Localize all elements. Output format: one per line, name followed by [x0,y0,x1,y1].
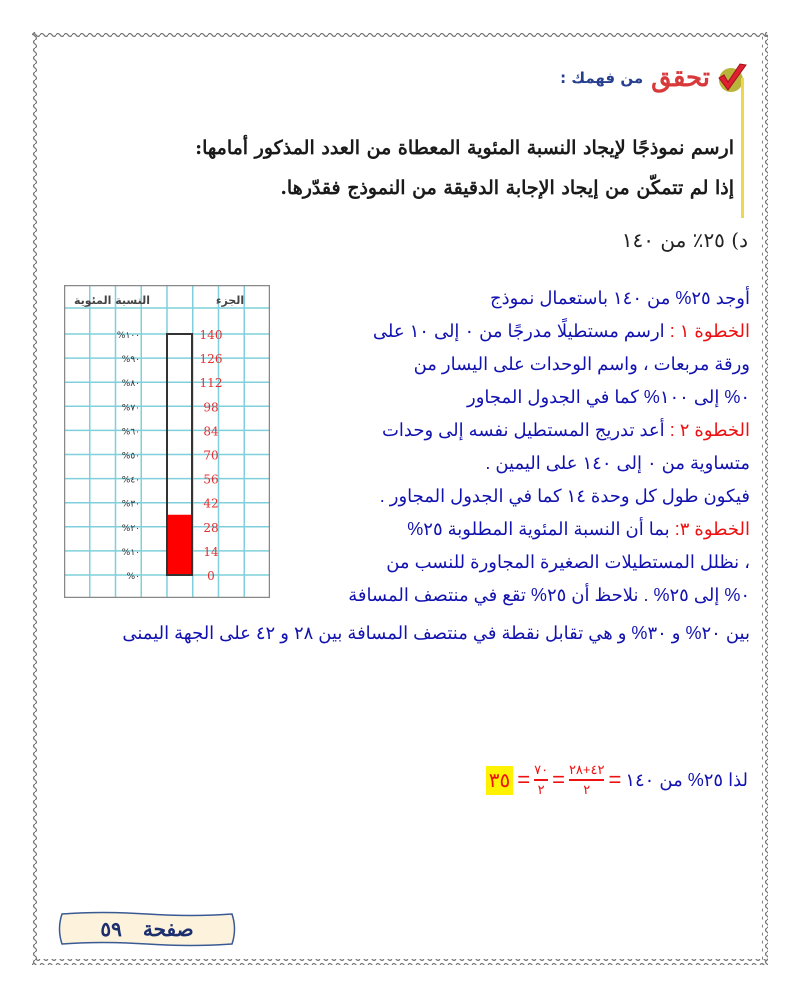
right-header: الجزء [215,294,245,307]
step3-line2: ، نظلل المستطيلات الصغيرة المجاورة للنسب من [386,552,750,572]
percent-tick-label: %٧٠ [121,403,140,414]
step1-line3: ٠% إلى ١٠٠% كما في الجدول المجاور [467,387,750,407]
page-number-label: صفحة ٥٩ [100,917,194,941]
fraction-1-denominator: ٢ [583,782,591,797]
equals-sign-3: = [517,767,531,792]
part-d-label: د) ٢٥٪ من ١٤٠ [621,228,748,252]
fraction-2-denominator: ٢ [537,782,545,797]
check-understanding-header [560,60,748,96]
percent-tick-label: %٢٠ [121,523,140,534]
step2-label: الخطوة ٢ : [669,420,750,440]
step1-text: ارسم مستطيلًا مدرجًا من ٠ إلى ١٠ على [372,321,665,341]
step3-label: الخطوة ٣: [674,519,750,539]
percent-tick-label: %٠ [126,572,140,582]
percent-tick-label: %٩٠ [121,355,140,366]
formula-lhs: لذا ٢٥% من ١٤٠ [625,769,748,790]
check-title: تحقق [651,63,710,93]
step1-line1 [280,321,750,342]
equals-sign-1: = [608,767,622,792]
step3-text: بما أن النسبة المئوية المطلوبة ٢٥% [407,519,670,539]
percent-tick-label: %٨٠ [121,379,140,390]
part-tick-label: 126 [199,352,223,367]
prompt-text [94,128,734,208]
prompt-line-2: إذا لم تتمكّن من إيجاد الإجابة الدقيقة من النموذج فقدّرها. [280,177,734,199]
part-tick-label: 112 [199,376,223,391]
part-tick-label: 42 [203,496,219,511]
percent-tick-label: %٤٠ [121,475,140,486]
part-tick-label: 56 [203,472,219,487]
part-tick-label: 14 [203,544,219,559]
part-tick-label: 140 [199,328,223,342]
percent-tick-label: %٦٠ [121,427,140,438]
fraction-2 [534,763,548,797]
step2-line1 [280,420,750,441]
part-tick-label: 98 [203,400,219,415]
step3-line4: بين ٢٠% و ٣٠% و هي تقابل نقطة في منتصف المسافة بين ٢٨ و ٤٢ على الجهة اليمنى [122,623,750,643]
answer-highlight: ٣٥ [486,766,513,795]
fraction-1 [569,763,605,797]
yellow-divider [741,78,744,218]
part-tick-label: 70 [203,448,219,463]
part-tick-label: 84 [203,424,219,439]
part-tick-label: 28 [203,520,219,535]
percent-tick-label: %٥٠ [121,451,140,462]
step1-label: الخطوة ١ : [669,321,750,341]
equals-sign-2: = [552,767,565,792]
percent-tick-label: %١٠٠ [116,331,140,341]
page-number-badge [56,910,238,948]
step1-line2: ورقة مربعات ، واسم الوحدات على اليسار من [413,354,750,374]
part-tick-label: 0 [207,569,215,583]
step3-line1 [280,519,750,540]
step3-line3: ٠% إلى ٢٥% . نلاحظ أن ٢٥% تقع في منتصف المسافة [348,585,750,605]
percent-tick-label: %٣٠ [121,499,140,510]
percent-tick-label: %١٠ [121,547,140,558]
shaded-portion [167,515,192,575]
step2-line3: فيكون طول كل وحدة ١٤ كما في الجدول المجاور . [379,486,750,506]
prompt-line-1: ارسم نموذجًا لإيجاد النسبة المئوية المعطاة من العدد المذكور أمامها: [195,137,734,159]
formula-line [486,760,748,800]
intro-line: أوجد ٢٥% من ١٤٠ باستعمال نموذج [489,288,750,308]
fraction-2-numerator: ٧٠ [534,762,549,777]
left-header: النسبة المئوية [73,294,151,307]
step2-line2: متساوية من ٠ إلى ١٤٠ على اليمين . [485,453,750,473]
step2-text: أعد تدريج المستطيل نفسه إلى وحدات [381,420,665,440]
fraction-1-numerator: ٤٢+٢٨ [568,762,605,777]
check-subtitle: من فهمك : [560,69,644,87]
